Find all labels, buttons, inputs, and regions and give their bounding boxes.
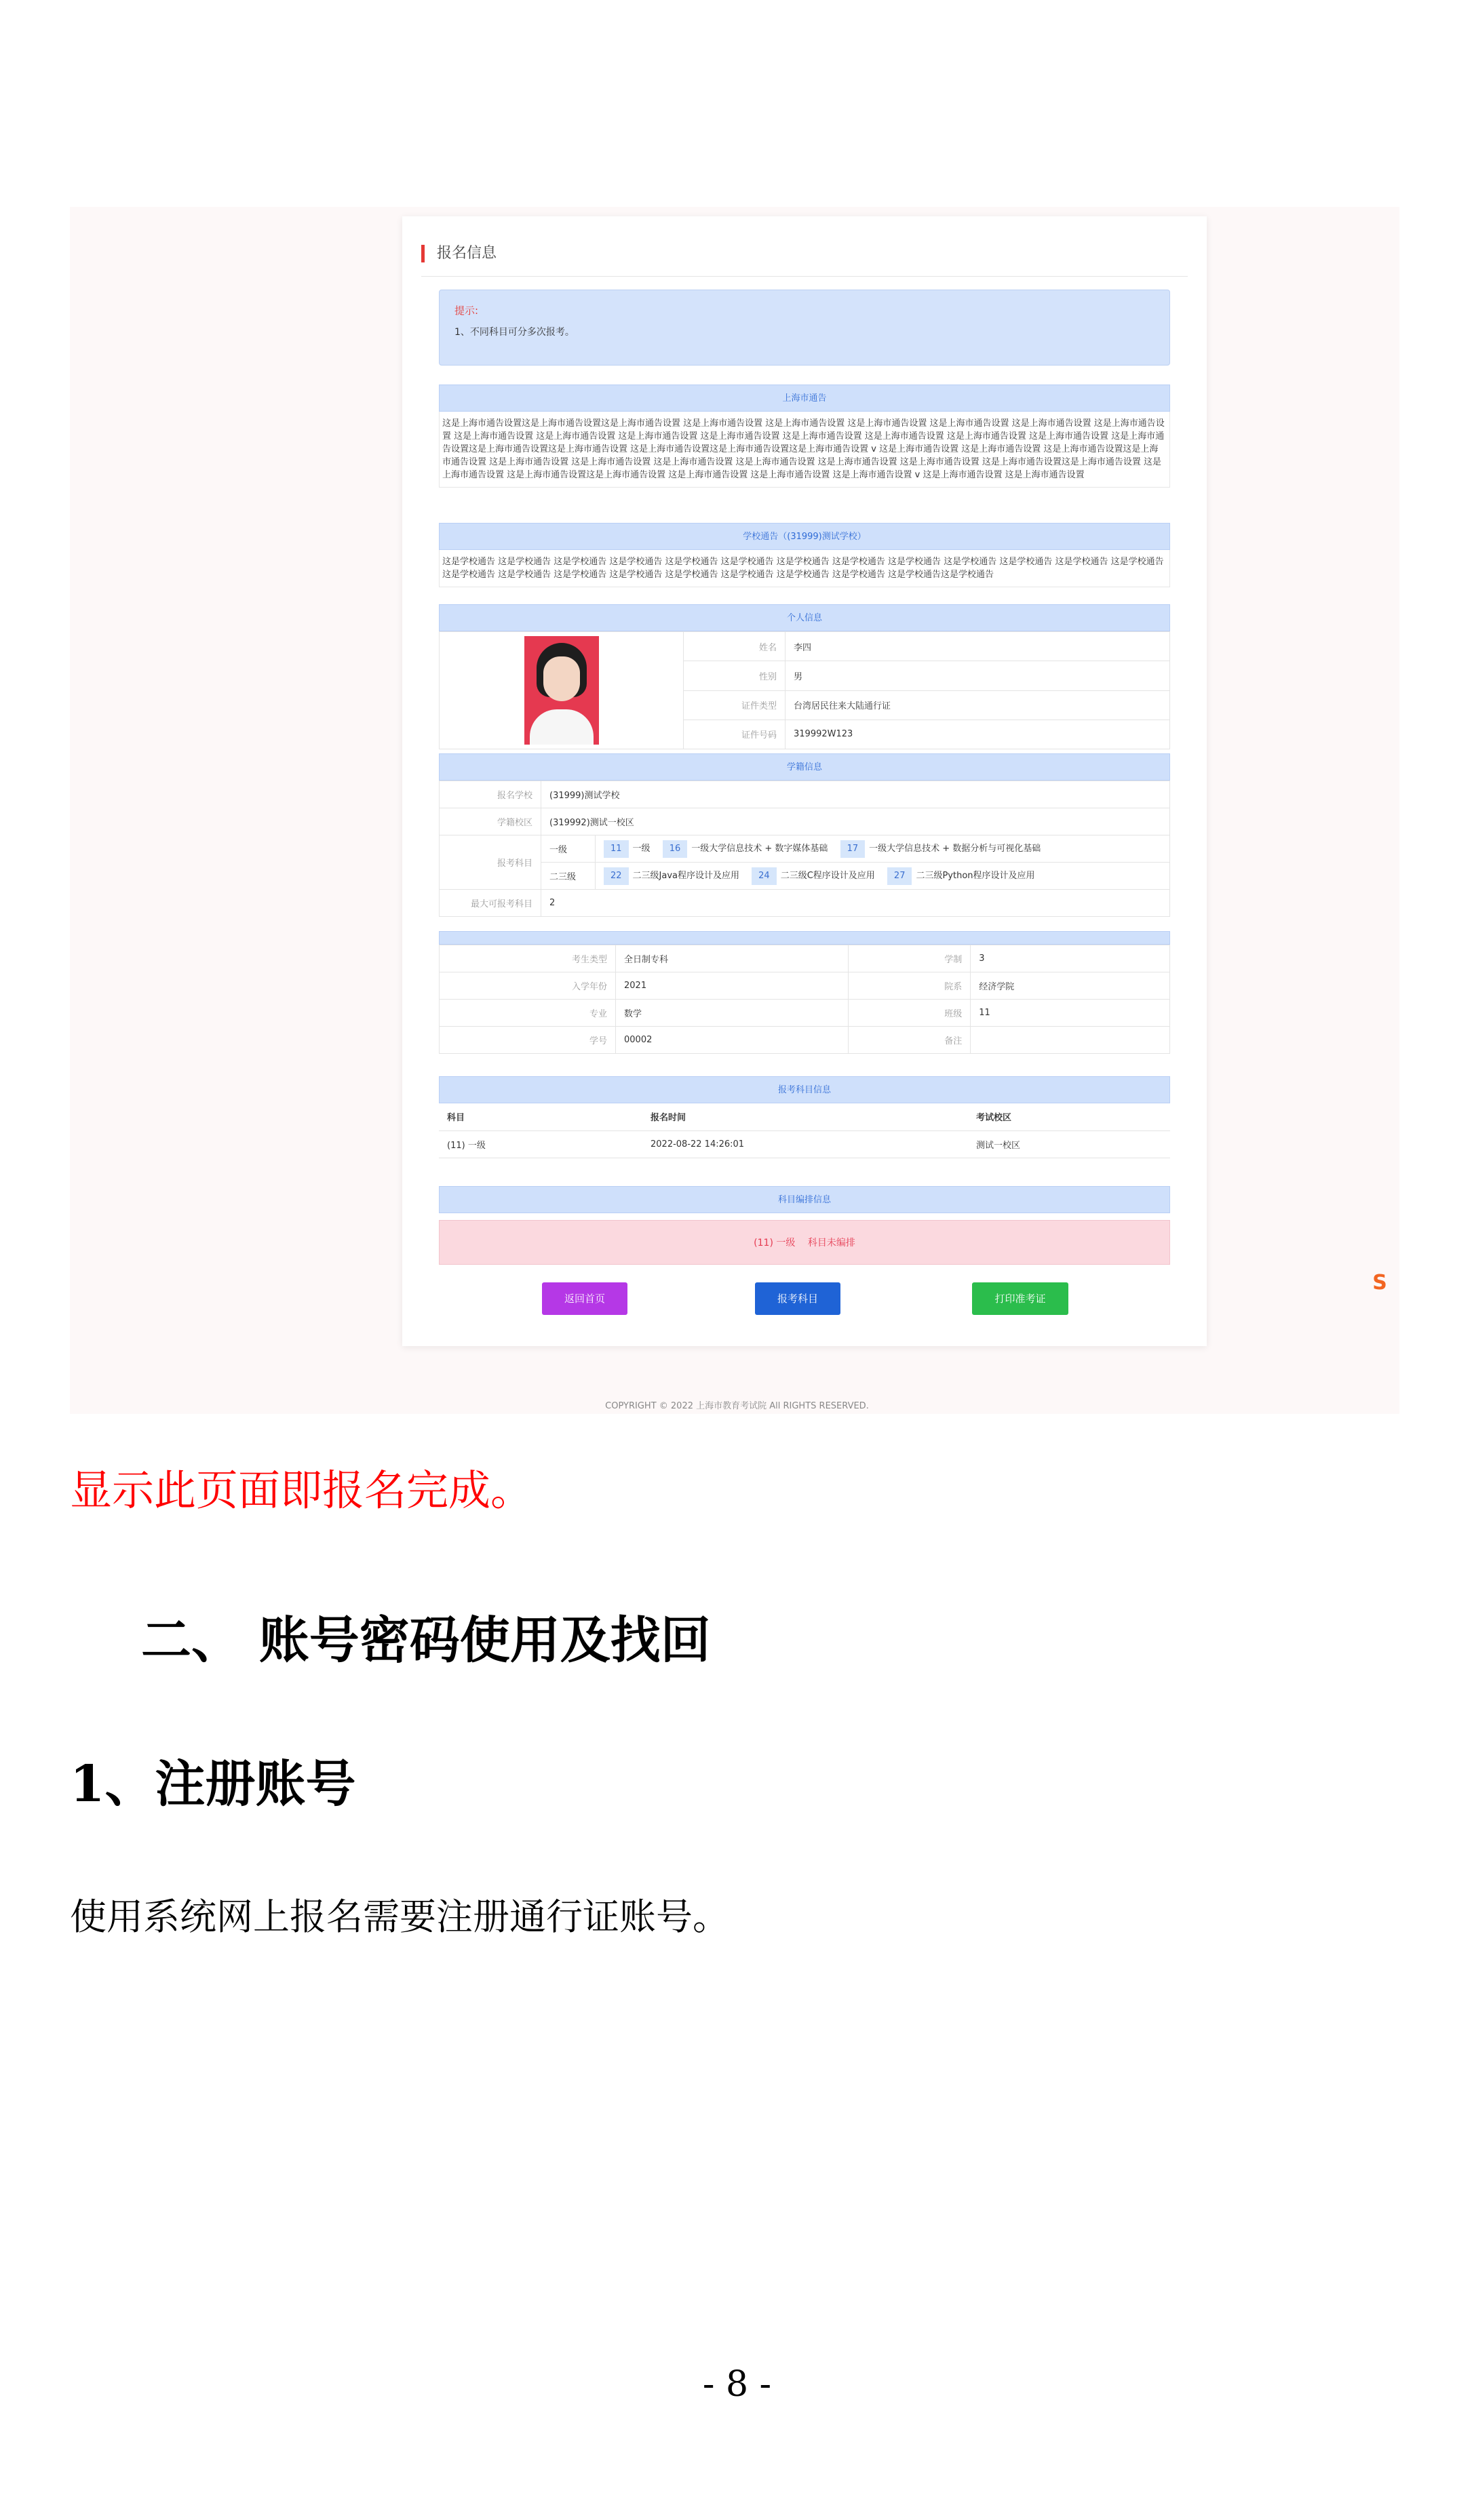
max-subjects-label: 最大可报考科目 (440, 890, 541, 917)
status-title: 学籍信息 (439, 753, 1170, 781)
duration-label: 学制 (849, 945, 971, 972)
remark-value (971, 1027, 1170, 1054)
subject-name: 一级 (632, 843, 651, 854)
arrangement-subject: (11) 一级 (754, 1238, 796, 1248)
student-detail-section (439, 931, 1170, 1054)
class-label: 班级 (849, 1000, 971, 1027)
major-label: 专业 (440, 1000, 616, 1027)
subject-code-tag: 17 (840, 840, 866, 858)
gender-value: 男 (786, 661, 1170, 690)
status-section (439, 753, 1170, 917)
subject-name: 二三级C程序设计及应用 (780, 870, 875, 881)
name-label: 姓名 (684, 632, 786, 661)
subject-code-tag: 27 (887, 867, 912, 885)
exam-time-cell: 2022-08-22 14:26:01 (642, 1130, 968, 1158)
id-type-value: 台湾居民往来大陆通行证 (786, 690, 1170, 720)
body-paragraph: 使用系统网上报名需要注册通行证账号。 (70, 1895, 729, 1938)
completion-note: 显示此页面即报名完成。 (70, 1465, 533, 1515)
subjects-label: 报考科目 (440, 835, 541, 890)
student-id-label: 学号 (440, 1027, 616, 1054)
class-value: 11 (971, 1000, 1170, 1027)
department-value: 经济学院 (971, 972, 1170, 1000)
school-notice-body: 这是学校通告 这是学校通告 这是学校通告 这是学校通告 这是学校通告 这是学校通告 这是学校通告 这是学校通告 这是学校通告 这是学校通告 这是学校通告 这是学校通告 这是学校通告 这是学校通告 这是学校通告 这是学校通告 这是学校通告 这是学校通告 这是学校通告 这是学校通告 这是学校通告 这是学校通告这是学校通告 (439, 550, 1170, 587)
city-notice-section (439, 385, 1170, 488)
table-row (439, 1130, 1170, 1158)
subsection-heading: 1、注册账号 (70, 1755, 356, 1813)
page-number: - 8 - (702, 2364, 772, 2405)
personal-info-table (439, 631, 1170, 749)
id-number-value: 319992W123 (786, 720, 1170, 749)
personal-info-section (439, 604, 1170, 749)
print-admission-ticket-button[interactable]: 打印准考证 (972, 1282, 1068, 1315)
apply-subject-button[interactable]: 报考科目 (755, 1282, 840, 1315)
subject-name: 二三级Java程序设计及应用 (632, 870, 740, 881)
school-notice-section (439, 523, 1170, 587)
duration-value: 3 (971, 945, 1170, 972)
exam-subject-title: 报考科目信息 (439, 1076, 1170, 1103)
apply-time-header: 报名时间 (642, 1103, 968, 1130)
card-title-divider (421, 276, 1188, 277)
campus-label: 学籍校区 (440, 808, 541, 835)
home-button[interactable]: 返回首页 (542, 1282, 627, 1315)
tip-box (439, 290, 1170, 366)
photo-cell (440, 632, 684, 749)
arrangement-status (439, 1220, 1170, 1265)
major-value: 数学 (616, 1000, 849, 1027)
subject-name: 一级大学信息技术 + 数据分析与可视化基础 (869, 843, 1041, 854)
arrangement-section (439, 1186, 1170, 1265)
max-subjects-value: 2 (541, 890, 1170, 917)
student-detail-table (439, 945, 1170, 1054)
exam-campus-header: 考试校区 (968, 1103, 1170, 1130)
level1-subjects (596, 835, 1170, 863)
status-table (439, 781, 1170, 917)
student-id-value: 00002 (616, 1027, 849, 1054)
subject-code-tag: 22 (604, 867, 629, 885)
student-type-value: 全日制专科 (616, 945, 849, 972)
level23-subjects (596, 863, 1170, 890)
level1-label: 一级 (541, 835, 596, 863)
arrangement-title: 科目编排信息 (439, 1186, 1170, 1213)
student-detail-bar (439, 931, 1170, 945)
enroll-year-value: 2021 (616, 972, 849, 1000)
tip-text: 1、不同科目可分多次报考。 (454, 327, 575, 338)
remark-label: 备注 (849, 1027, 971, 1054)
level23-label: 二三级 (541, 863, 596, 890)
exam-subject-section (439, 1076, 1170, 1158)
exam-subject-cell: (11) 一级 (439, 1130, 642, 1158)
subject-name: 一级大学信息技术 + 数字媒体基础 (691, 843, 828, 854)
arrangement-status-text: 科目未编排 (807, 1238, 855, 1248)
city-notice-body: 这是上海市通告设置这是上海市通告设置这是上海市通告设置 这是上海市通告设置 这是上海市通告设置 这是上海市通告设置 这是上海市通告设置 这是上海市通告设置 这是上海市通告设置 这是上海市通告设置 这是上海市通告设置 这是上海市通告设置 这是上海市通告设置 这是上海市通告设置 这是上海市通告设置 这是上海市通告设置 这是上海市通告设置 这是上海市通告设置这是上海市通告设置这是上海市通告设置 这是上海市通告设置这是上海市通告设置这是上海市通告设置 v 这是上海市通告设置 这是上海市通告设置 这是上海市通告设置这是上海市通告设置 这是上海市通告设置 这是上海市通告设置 这是上海市通告设置 这是上海市通告设置 这是上海市通告设置 这是上海市通告设置 这是上海市通告设置这是上海市通告设置 这是上海市通告设置 这是上海市通告设置这是上海市通告设置 这是上海市通告设置 这是上海市通告设置 这是上海市通告设置 v 这是上海市通告设置 这是上海市通告设置 (439, 412, 1170, 488)
input-method-s-icon: S (1372, 1271, 1387, 1295)
enroll-year-label: 入学年份 (440, 972, 616, 1000)
subject-code-tag: 16 (663, 840, 688, 858)
registration-card (402, 216, 1207, 1346)
subject-name: 二三级Python程序设计及应用 (916, 870, 1035, 881)
school-label: 报名学校 (440, 781, 541, 808)
copyright: COPYRIGHT © 2022 上海市教育考试院 All RIGHTS RESERVED. (605, 1401, 869, 1411)
subject-code-tag: 24 (752, 867, 777, 885)
personal-info-title: 个人信息 (439, 604, 1170, 631)
id-photo (524, 636, 599, 745)
gender-label: 性别 (684, 661, 786, 690)
section-heading: 二、 账号密码使用及找回 (141, 1611, 711, 1670)
registration-screenshot (70, 207, 1399, 1414)
card-title: 报名信息 (421, 245, 497, 262)
name-value: 李四 (786, 632, 1170, 661)
subject-header: 科目 (439, 1103, 642, 1130)
exam-subject-table (439, 1103, 1170, 1158)
school-value: (31999)测试学校 (541, 781, 1170, 808)
school-notice-title: 学校通告（(31999)测试学校） (439, 523, 1170, 550)
id-type-label: 证件类型 (684, 690, 786, 720)
city-notice-title: 上海市通告 (439, 385, 1170, 412)
subject-code-tag: 11 (604, 840, 629, 858)
student-type-label: 考生类型 (440, 945, 616, 972)
department-label: 院系 (849, 972, 971, 1000)
exam-campus-cell: 测试一校区 (968, 1130, 1170, 1158)
tip-title: 提示: (454, 304, 479, 317)
campus-value: (319992)测试一校区 (541, 808, 1170, 835)
id-number-label: 证件号码 (684, 720, 786, 749)
